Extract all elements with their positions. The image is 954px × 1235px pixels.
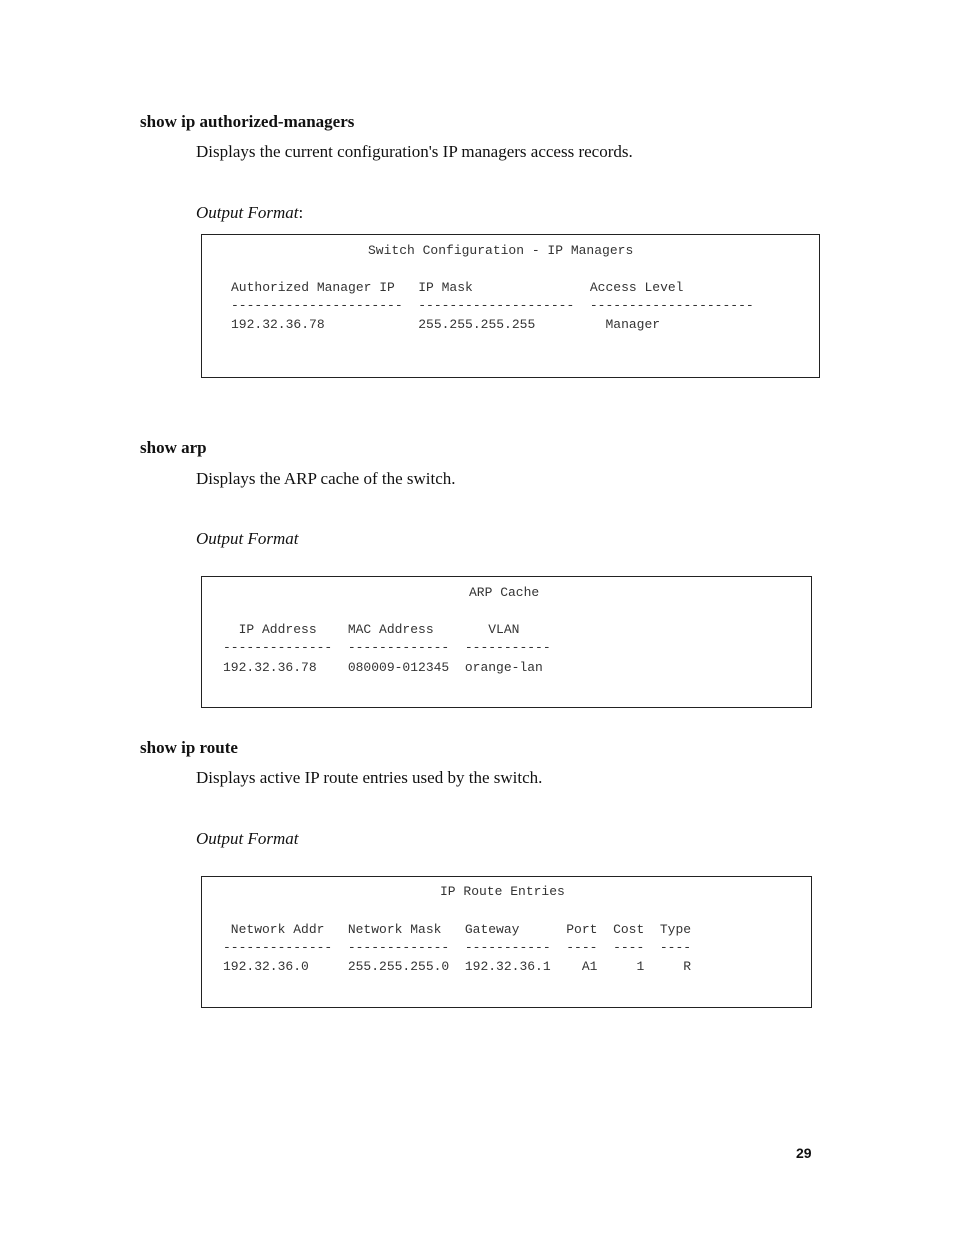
ip-route-output-box (201, 876, 812, 1008)
output-rule: -------------- ------------- ----------- ---- ---- ---- (223, 940, 692, 955)
output-row: 192.32.36.78 255.255.255.255 Manager (231, 317, 661, 332)
page-number: 29 (796, 1145, 812, 1161)
output-row: 192.32.36.0 255.255.255.0 192.32.36.1 A1 1 R (223, 959, 692, 974)
output-title: ARP Cache (469, 585, 540, 600)
output-format-label (196, 203, 303, 223)
section-description: Displays the ARP cache of the switch. (196, 469, 456, 488)
ip-managers-output-box (201, 234, 820, 378)
output-rule: ---------------------- -------------------- --------------------- (231, 298, 754, 313)
section-description: Displays active IP route entries used by the switch. (196, 768, 543, 787)
output-format-label: Output Format (196, 529, 299, 548)
output-format-label: Output Format (196, 829, 299, 848)
section-heading-arp: show arp (140, 438, 207, 457)
output-row: 192.32.36.78 080009-012345 orange-lan (223, 660, 543, 675)
output-format-suffix: : (298, 203, 304, 222)
output-title: IP Route Entries (440, 884, 565, 899)
output-format-label-text: Output Format (196, 203, 299, 222)
output-header: IP Address MAC Address VLAN (223, 622, 520, 637)
output-header: Network Addr Network Mask Gateway Port Cost Type (223, 922, 692, 937)
output-title: Switch Configuration - IP Managers (368, 243, 634, 258)
section-heading-ip-route: show ip route (140, 738, 238, 757)
output-header: Authorized Manager IP IP Mask Access Level (231, 280, 684, 295)
section-description: Displays the current configuration's IP managers access records. (196, 142, 633, 161)
output-rule: -------------- ------------- ----------- (223, 640, 551, 655)
arp-cache-output-box (201, 576, 812, 708)
section-heading-ip-authorized-managers: show ip authorized-managers (140, 112, 355, 131)
